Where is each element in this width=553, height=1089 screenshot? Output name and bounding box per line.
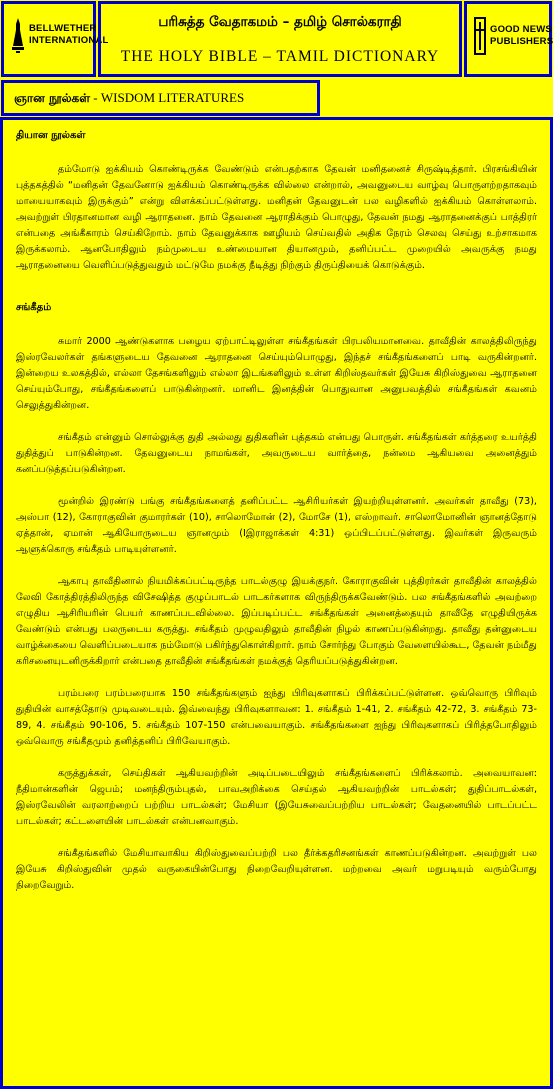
paragraph: சங்கீதம் என்னும் சொல்லுக்கு துதி அல்லது துதிகளின் புத்தகம் என்பது பொருள். சங்கீதங்கள் கர்த்தரை உயர்த்தி துதித்துப் பாடுகின்றன. தேவனுடைய நாமங்கள், அவருடைய வார்த்தை, நன்மை ஆகியவை அனைத்தும் கனப்படுத்தப்படுகின்றன. — [16, 432, 537, 475]
paragraph: தம்மோடு ஐக்கியம் கொண்டிருக்க வேண்டும் என்பதற்காக தேவன் மனிதனைச் சிருஷ்டித்தார். பிரசங்கியின் புத்தகத்தில் “மனிதன் தேவனோடு ஐக்கியம் கொண்டிருக்க வில்லை என்றால், அவனுடைய வாழ்வு பொருளற்றதாகவும் மாயையாகவும் இருக்கும்” என்று விளக்கப்பட்டுள்ளது. மனிதன் தேவனுடன் பல வழிகளில் ஐக்கியம் கொள்ளலாம். அவற்றுள் பிரதானமான வழி ஆராதனை. நாம் தேவனை ஆராதிக்கும் பொழுது, தேவன் நமது ஆராதனைக்குப் பாத்திரர் என்பதை அங்கீகாரம் செய்கிறோம். நாம் தேவனுக்காக ஊழியம் செய்வதில் அதிக நேரம் செலவு செய்து உற்சாகமாக இருக்கலாம். ஆனபோதிலும் நம்முடைய உண்மையான தியானமும், தனிப்பட்ட முறையில் அவருக்கு நமது ஆராதனையை வெளிப்படுத்துவதும் மட்டுமே நமக்கு நீடித்து நிற்கும் திருப்தியைக் கொடுக்கும். — [16, 164, 537, 271]
good-news-logo-line-2: PUBLISHERS — [490, 36, 553, 47]
paragraph: ஆகாபு தாவீதினால் நியமிக்கப்பட்டிருந்த பாடல்குழு இயக்குநர். கோராகுவின் புத்திரர்கள் தாவீதின் காலத்தில் லேவி கோத்திரத்திலிருந்த விசேஷித்த குழுப்பாடல் பாடகர்களாக விருந்திருக்கவேண்டும். பல சங்கீதங்களில் அவற்றை எழுதிய ஆசிரியரின் பெயர் காணப்படவில்லை. இப்படிப்பட்ட சங்கீதங்கள் அனைத்தையும் தாவீதே எழுதியிருக்க வேண்டும் என்பது பலருடைய கருத்து. சங்கீதம் முழுவதிலும் தாவீதின் நிழல் காணப்படுகின்றது. தாவீது தன்னுடைய வாழ்க்கையை வெளிப்படையாக நம்மோடு பகிர்ந்துகொள்கிறார். நாம் சோர்ந்து போகும் வேளையில்கூட, தேவன் நம்மீது கரிசனையுடனிருக்கிறார் என்பதை தாவீதின் சங்கீதங்கள் நமக்குத் தெரியப்படுத்துகின்றன. — [16, 576, 537, 667]
bellwether-logo-box — [1, 1, 109, 77]
section-heading: சங்கீதம் — [16, 302, 52, 313]
paragraph: கருத்துக்கள், செய்திகள் ஆகியவற்றின் அடிப்படையிலும் சங்கீதங்களைப் பிரிக்கலாம். அவையாவன: நீதிமான்களின் ஜெபம்; மனந்திரும்புதல், பாவஅறிக்கை செய்தல் ஆகியவற்றின் பாடல்கள்; துதிப்பாடல்கள், இஸ்ரவேலின் வரலாற்றைப் பற்றிய பாடல்கள்; மேசியா (இயேசுவைப்பற்றிய பாடல்கள்; வேதனையில் பாடப்பட்ட பாடல்கள்; கட்டளையின் பாடல்கள் என்பனவாகும். — [16, 768, 537, 827]
header — [0, 0, 553, 80]
good-news-logo-line-1: GOOD NEWS — [490, 24, 552, 35]
good-news-logo — [473, 16, 553, 56]
section-title-tamil: ஞான நூல்கள் — [14, 91, 91, 105]
paragraph: சங்கீதங்களில் மேசியாவாகிய கிறிஸ்துவைப்பற்றி பல தீர்க்கதரிசனங்கள் காணப்படுகின்றன. அவற்றுள் பல இயேசு கிறிஸ்துவின் முதல் வருகையின்போது நிறைவேறியுள்ளன. மற்றவை அவர் மறுபடியும் வரும்போது நிறைவேறும். — [16, 848, 537, 891]
bellwether-logo-line-2: INTERNATIONAL — [29, 35, 109, 46]
paragraph: மூன்றில் இரண்டு பங்கு சங்கீதங்களைத் தனிப்பட்ட ஆசிரியர்கள் இயற்றியுள்ளனர். அவர்கள் தாவீது (73), அஸ்பா (12), கோராகுவின் குமாரர்கள் (10), சாலொமோன் (2), மோசே (1), எஸ்றாவர். சாலொமோனின் ஞானத்தோடு ஏத்தான், ஏமான் ஆகியோருடைய ஞானமும் (Iஇராஜாக்கள் 4:31) ஒப்பிடப்பட்டுள்ளது. இவர்கள் இருவரும் ஆளுக்கொரு சங்கீதம் பாடியுள்ளனர். — [16, 496, 537, 555]
section-title — [1, 80, 320, 116]
section-heading: தியான நூல்கள் — [16, 130, 86, 141]
bell-icon — [10, 16, 26, 54]
bellwether-logo-line-1: BELLWETHER — [29, 23, 97, 34]
title-english: THE HOLY BIBLE – TAMIL DICTIONARY — [120, 48, 440, 65]
good-news-logo-box — [464, 1, 552, 77]
section-title-english: - WISDOM LITERATURES — [90, 90, 245, 105]
book-icon — [473, 16, 487, 56]
content-panel — [0, 117, 553, 1089]
title-box — [98, 1, 462, 77]
paragraph: பரம்பரை பரம்பரையாக 150 சங்கீதங்களும் ஐந்து பிரிவுகளாகப் பிரிக்கப்பட்டுள்ளன. ஒவ்வொரு பிரிவும் துதியின் வாசத்தோடு முடிவடையும். இவ்வைந்து பிரிவுகளாவன: 1. சங்கீதம் 1-41, 2. சங்கீதம் 42-72, 3. சங்கீதம் 73-89, 4. சங்கீதம் 90-106, 5. சங்கீதம் 107-150 என்பவையாகும். சங்கீதங்களை ஐந்து பிரிவுகளாகப் பிரித்தபோதிலும் ஒவ்வொரு சங்கீதமும் தனித்தனிப் பிரிவேயாகும். — [16, 688, 537, 747]
title-tamil: பரிசுத்த வேதாகமம் – தமிழ் சொல்கராதி — [158, 14, 402, 30]
bellwether-logo — [10, 16, 108, 54]
paragraph: சுமார் 2000 ஆண்டுகளாக பழைய ஏற்பாட்டிலுள்ள சங்கீதங்கள் பிரபலியமானவை. தாவீதின் காலத்திலிருந்து இஸ்ரவேலர்கள் தங்களுடைய தேவனை ஆராதனை செய்யும்பொழுது, இந்தச் சங்கீதங்களைப் பாடி வருகின்றனர். இன்றைய உலகத்தில், எல்லா தேசங்களிலும் எல்லா இடங்களிலும் உள்ள கிறிஸ்தவர்கள் இயேசு கிறிஸ்துவை ஆராதனை செய்யும்போது, சங்கீதங்களைப் பாடுகின்றனர். மானிட இனத்தின் பொதுவான அனுபவத்தில் சங்கீதங்கள் கவனம் செலுத்துகின்றன. — [16, 336, 537, 411]
section-gap — [16, 290, 537, 302]
